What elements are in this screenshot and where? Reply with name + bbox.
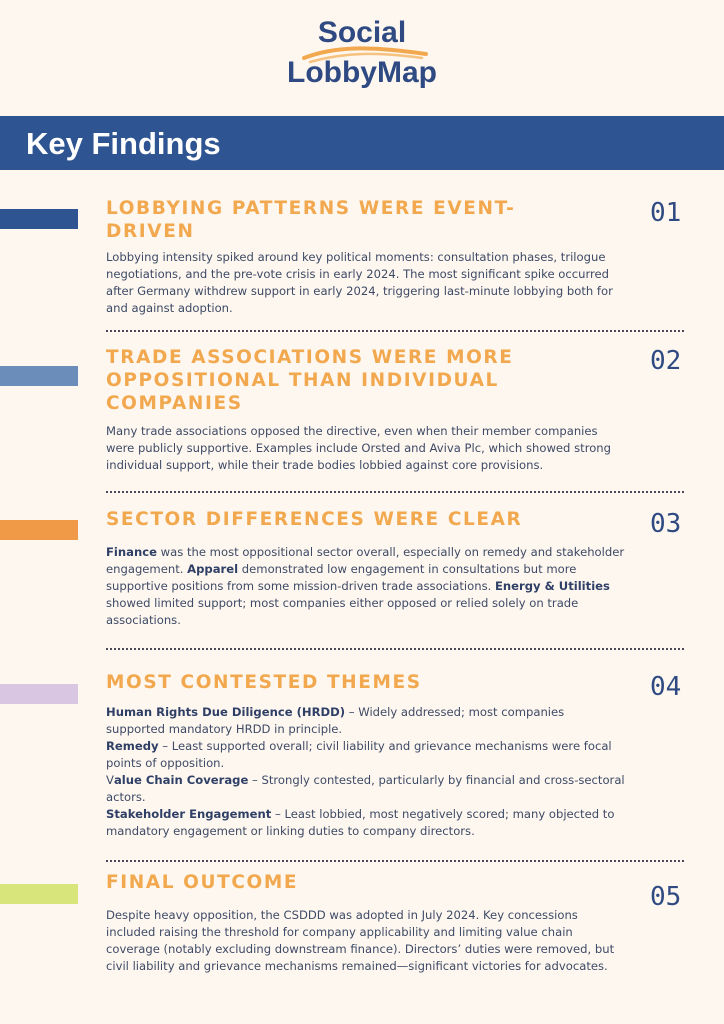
finding-body-3 <box>106 544 626 629</box>
theme-label: Human Rights Due Diligence (HRDD) <box>106 705 346 719</box>
finance-label: Finance <box>106 545 157 559</box>
section-accent-bar-5 <box>0 884 78 904</box>
page-title: Key Findings <box>26 126 221 161</box>
finding-heading-2: TRADE ASSOCIATIONS WERE MORE OPPOSITIONAL THAN INDIVIDUAL COMPANIES <box>106 347 514 414</box>
section-accent-bar-2 <box>0 366 78 386</box>
energy-label: Energy & Utilities <box>494 579 610 593</box>
theme-item-value-chain <box>106 772 626 806</box>
theme-item-remedy <box>106 738 626 772</box>
theme-label: alue Chain Coverage <box>113 773 249 787</box>
apparel-text: demonstrated low engagement in consultations but more supportive positions from some mission-driven trade associations. <box>106 562 577 593</box>
finding-heading-3: SECTOR DIFFERENCES WERE CLEAR <box>106 509 523 530</box>
finding-heading-4: MOST CONTESTED THEMES <box>106 672 422 693</box>
section-accent-bar-3 <box>0 520 78 540</box>
section-divider <box>106 860 684 862</box>
key-findings-banner <box>0 116 724 170</box>
theme-prefix: V <box>106 773 114 787</box>
logo-line-lobbymap: LobbyMap <box>287 56 437 89</box>
finding-body-5: Despite heavy opposition, the CSDDD was adopted in July 2024. Key concessions included raising the threshold for company applicability and limiting value chain coverage (notably excluding downstream finance). Directors’ duties were removed, but civil liability and grievance mechanisms remained—significant victories for advocates. <box>106 908 615 973</box>
theme-text: – Widely addressed; most companies supported mandatory HRDD in principle. <box>106 705 565 736</box>
theme-text: – Least lobbied, most negatively scored; many objected to mandatory engagement or linking duties to company directors. <box>106 807 615 838</box>
theme-item-hrdd <box>106 704 626 738</box>
section-accent-bar-4 <box>0 684 78 704</box>
logo-line-social: Social <box>317 16 407 49</box>
logo-swoosh-icon <box>300 44 430 66</box>
theme-text: – Strongly contested, particularly by financial and cross-sectoral actors. <box>106 773 625 804</box>
finding-body-1: Lobbying intensity spiked around key political moments: consultation phases, trilogue negotiations, and the pre-vote crisis in early 2024. The most significant spike occurred after Germany withdrew support in early 2024, triggering last-minute lobbying both for and against adoption. <box>106 250 613 315</box>
finding-number-4: 04 <box>650 672 682 702</box>
section-divider <box>106 330 684 332</box>
energy-text: showed limited support; most companies either opposed or relied solely on trade associations. <box>106 596 579 627</box>
theme-text: – Least supported overall; civil liability and grievance mechanisms were focal points of opposition. <box>106 739 612 770</box>
section-divider <box>106 648 684 650</box>
finding-number-2: 02 <box>650 346 682 376</box>
theme-label: Remedy <box>106 739 159 753</box>
finding-number-5: 05 <box>650 882 682 912</box>
apparel-label: Apparel <box>187 562 239 576</box>
theme-item-stakeholder <box>106 806 626 840</box>
finding-heading-1: LOBBYING PATTERNS WERE EVENT-DRIVEN <box>106 198 516 242</box>
finding-number-1: 01 <box>650 198 682 228</box>
section-divider <box>106 491 684 493</box>
section-accent-bar-1 <box>0 209 78 229</box>
theme-label: Stakeholder Engagement <box>106 807 272 821</box>
finding-heading-5: FINAL OUTCOME <box>106 872 299 893</box>
contested-themes-list <box>106 704 626 840</box>
finance-text: was the most oppositional sector overall, especially on remedy and stakeholder engagement. <box>106 545 625 576</box>
finding-number-3: 03 <box>650 509 682 539</box>
finding-body-2: Many trade associations opposed the directive, even when their member companies were publicly supportive. Examples include Orsted and Aviva Plc, which showed strong individual support, while their trade bodies lobbied against core provisions. <box>106 424 612 472</box>
